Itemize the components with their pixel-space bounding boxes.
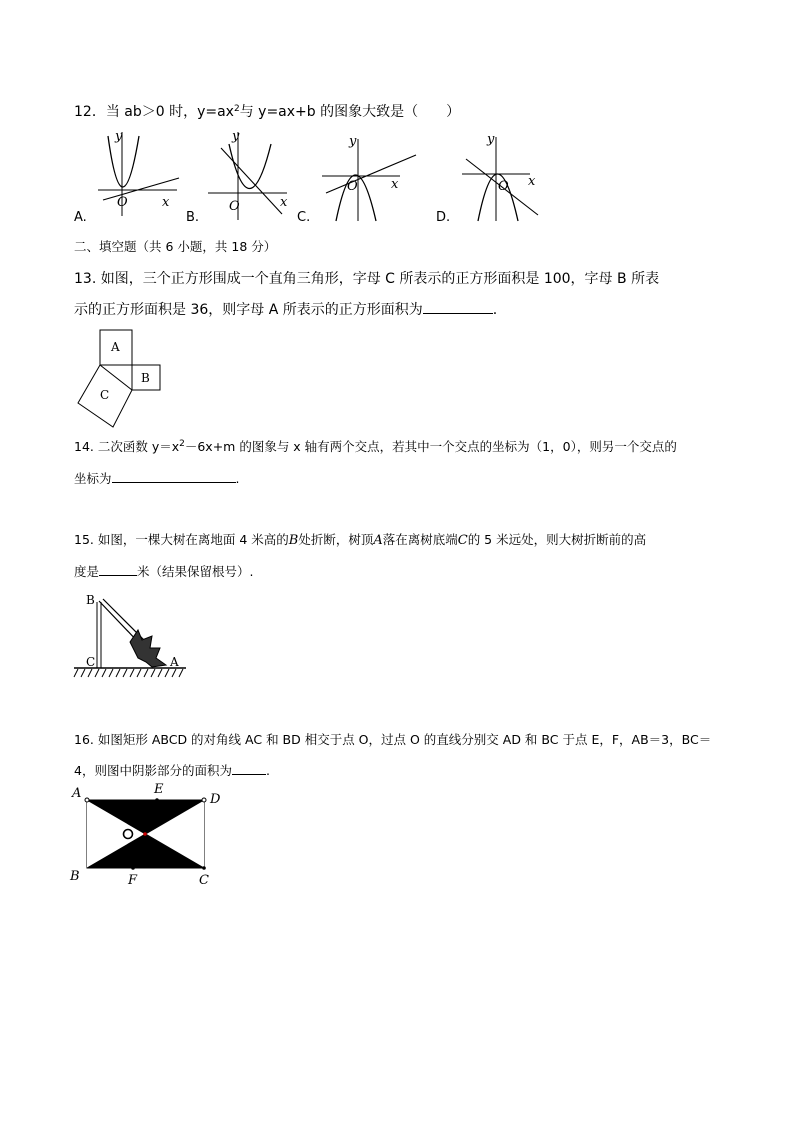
q12-b-origin: O xyxy=(229,199,240,214)
q15-label-c: C xyxy=(86,655,96,669)
q12-c-origin: O xyxy=(347,179,358,194)
q16-answer-blank[interactable] xyxy=(232,762,266,775)
q15-answer-blank[interactable] xyxy=(99,563,137,576)
q13-answer-blank[interactable] xyxy=(423,301,493,314)
q15-label-b: B xyxy=(86,593,95,607)
option-a[interactable]: A. xyxy=(74,210,87,225)
q12-graph-d xyxy=(458,133,558,225)
q12-c-x-label: x xyxy=(391,177,399,192)
q16-rectangle-figure xyxy=(66,780,231,890)
option-d[interactable]: D. xyxy=(436,210,451,225)
q12-graph-a xyxy=(95,128,185,220)
q13-label-b: B xyxy=(141,371,150,385)
q12-b-x-label: x xyxy=(280,195,288,210)
q16-label-e: E xyxy=(154,782,164,797)
q14-line2: 坐标为 . xyxy=(74,471,240,486)
q15-tree-figure xyxy=(72,590,192,685)
q16-label-b: B xyxy=(70,869,80,884)
q12-c-y-label: y xyxy=(349,134,357,149)
q14-answer-blank[interactable] xyxy=(112,470,236,483)
q13-label-a: A xyxy=(111,340,120,354)
q12-a-origin: O xyxy=(117,195,128,210)
section-header: 二、填空题（共 6 小题，共 18 分） xyxy=(74,239,277,254)
q12-d-x-label: x xyxy=(528,174,536,189)
q13-line2: 示的正方形面积是 36，则字母 A 所表示的正方形面积为 . xyxy=(74,302,498,318)
q16-label-f: F xyxy=(128,873,138,888)
q12-b-y-label: y xyxy=(232,129,240,144)
q16-label-c: C xyxy=(199,873,209,888)
option-c[interactable]: C. xyxy=(297,210,311,225)
q15-label-a: A xyxy=(170,655,179,669)
q14-line1: 14. 二次函数 $y=x^2-6x+m$ 的图象与 x 轴有两个交点，若其中一个交点的坐标为（1，0），则另一个交点的 xyxy=(74,439,677,454)
q12-stem: 12．当 ab＞0 时，$y=ax^2$与 y=ax+b 的图象大致是（ ） xyxy=(74,104,461,120)
q12-graph-c xyxy=(320,133,420,225)
q16-line2: 4，则图中阴影部分的面积为 . xyxy=(74,763,270,778)
q12-a-y-label: y xyxy=(115,129,123,144)
option-b[interactable]: B. xyxy=(186,210,200,225)
q16-line1: 16. 如图矩形 ABCD 的对角线 AC 和 BD 相交于点 O，过点 O 的直线分别交 AD 和 BC 于点 E，F，AB＝3，BC＝ xyxy=(74,732,712,747)
q13-line1: 13. 如图，三个正方形围成一个直角三角形，字母 C 所表示的正方形面积是 100，字母 B 所表 xyxy=(74,271,660,287)
q12-d-y-label: y xyxy=(487,132,495,147)
q15-line2: 度是 米（结果保留根号）. xyxy=(74,564,254,579)
q16-label-d: D xyxy=(210,792,221,807)
q15-line1: 15. 如图，一棵大树在离地面 4 米高的B处折断，树顶A落在离树底端C的 5 米远处，则大树折断前的高 xyxy=(74,532,647,548)
q13-label-c: C xyxy=(100,388,110,402)
q16-label-a: A xyxy=(72,786,82,801)
q12-graph-b xyxy=(205,128,300,220)
q12-d-origin: O xyxy=(498,179,509,194)
q12-a-x-label: x xyxy=(162,195,170,210)
q13-squares-figure xyxy=(76,329,166,429)
